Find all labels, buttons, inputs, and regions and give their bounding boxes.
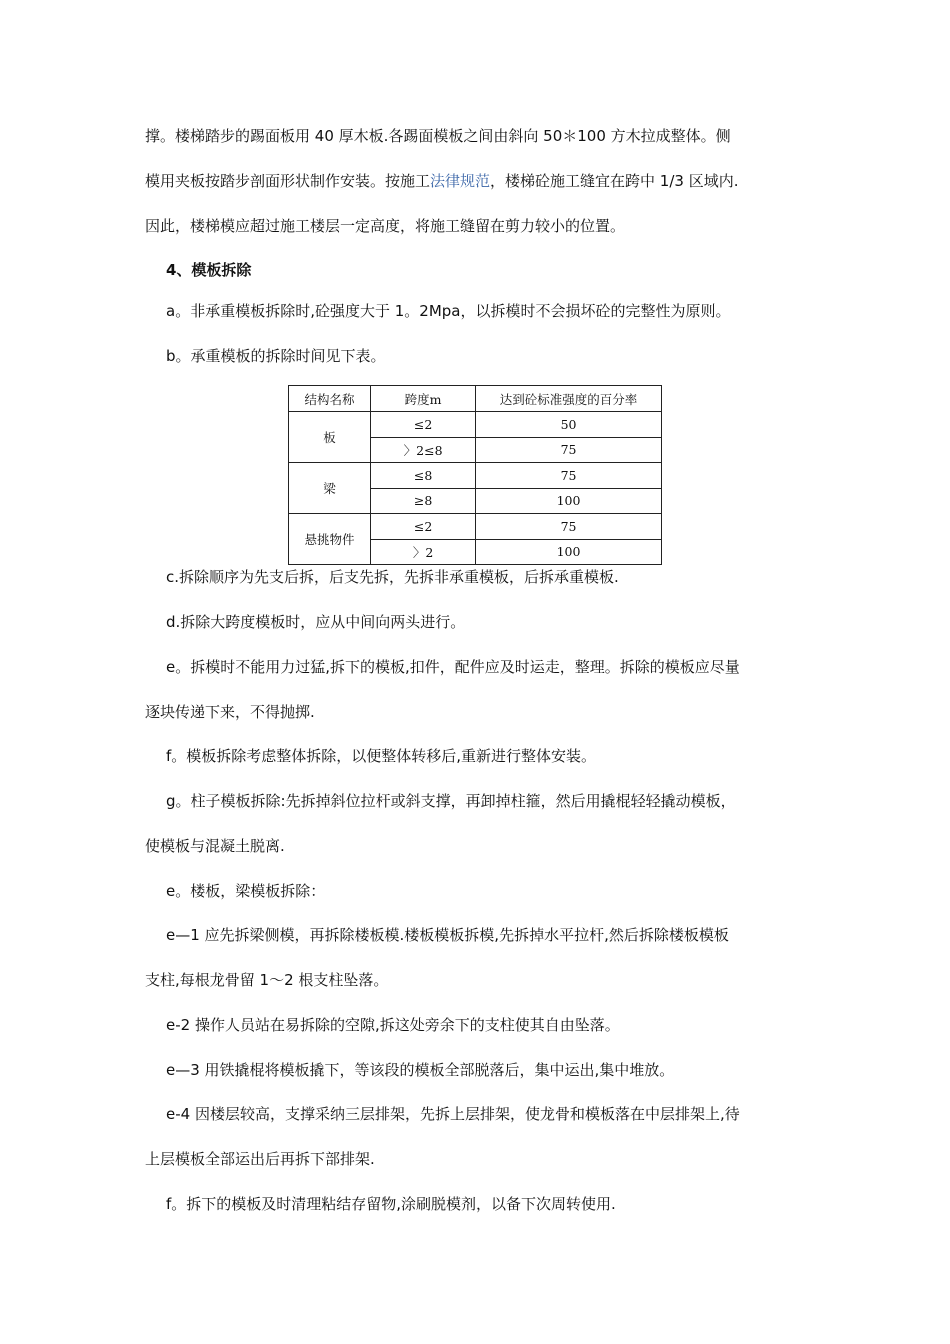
paragraph-line: e—3 用铁撬棍将模板撬下，等该段的模板全部脱落后，集中运出,集中堆放。	[166, 1061, 675, 1079]
paragraph-line: 使模板与混凝土脱离.	[145, 837, 285, 855]
table-cell-span: ≤8	[371, 463, 476, 489]
paragraph-line: c.拆除顺序为先支后拆，后支先拆，先拆非承重模板，后拆承重模板.	[166, 568, 619, 586]
paragraph-line: e-2 操作人员站在易拆除的空隙,拆这处旁余下的支柱使其自由坠落。	[166, 1016, 620, 1034]
table-header-structure: 结构名称	[289, 386, 371, 412]
table-cell-percent: 75	[476, 514, 662, 540]
paragraph-line	[145, 171, 738, 191]
table-cell-span: 〉2≤8	[371, 437, 476, 463]
table-header-span: 跨度m	[371, 386, 476, 412]
paragraph-line: e。拆模时不能用力过猛,拆下的模板,扣件，配件应及时运走，整理。拆除的模板应尽量	[166, 658, 740, 676]
paragraph-line: 逐块传递下来，不得抛掷.	[145, 703, 315, 721]
table-cell-span: ≥8	[371, 488, 476, 514]
paragraph-text: 模用夹板按踏步剖面形状制作安装。按施工	[145, 172, 431, 190]
paragraph-line: e—1 应先拆梁侧模，再拆除楼板模.楼板模板拆模,先拆掉水平拉杆,然后拆除楼板模板	[166, 926, 729, 944]
paragraph-line: g。柱子模板拆除:先拆掉斜位拉杆或斜支撑，再卸掉柱箍，然后用撬棍轻轻撬动模板，	[166, 792, 736, 810]
paragraph-line: d.拆除大跨度模板时，应从中间向两头进行。	[166, 613, 466, 631]
table-cell-span: 〉2	[371, 539, 476, 565]
table-cell-percent: 75	[476, 463, 662, 489]
table-cell-percent: 100	[476, 539, 662, 565]
paragraph-line: e-4 因楼层较高，支撑采纳三层排架，先拆上层排架，使龙骨和模板落在中层排架上,待	[166, 1105, 740, 1123]
table-header-row	[289, 386, 662, 412]
paragraph-line: 撑。楼梯踏步的踢面板用 40 厚木板.各踢面模板之间由斜向 50＊100 方木拉成整体。侧	[145, 127, 731, 145]
table-cell-percent: 50	[476, 412, 662, 438]
regulation-link[interactable]: 法律规范	[430, 172, 491, 190]
table-row	[289, 514, 662, 540]
paragraph-line: e。楼板，梁模板拆除：	[166, 882, 326, 900]
paragraph-line: 上层模板全部运出后再拆下部排架.	[145, 1150, 375, 1168]
table-cell-span: ≤2	[371, 412, 476, 438]
paragraph-text: ，楼梯砼施工缝宜在跨中 1/3 区域内.	[490, 172, 739, 190]
table-cell-structure: 梁	[289, 463, 371, 514]
section-heading: 4、模板拆除	[166, 261, 252, 279]
paragraph-line: f。拆下的模板及时清理粘结存留物,涂刷脱模剂，以备下次周转使用.	[166, 1195, 616, 1213]
table-header-percent: 达到砼标准强度的百分率	[476, 386, 662, 412]
table-row	[289, 412, 662, 438]
table-cell-span: ≤2	[371, 514, 476, 540]
paragraph-line: 因此，楼梯模应超过施工楼层一定高度，将施工缝留在剪力较小的位置。	[145, 217, 626, 235]
table-row	[289, 463, 662, 489]
table-cell-structure: 悬挑物件	[289, 514, 371, 565]
paragraph-line: b。承重模板的拆除时间见下表。	[166, 347, 386, 365]
table-cell-percent: 100	[476, 488, 662, 514]
formwork-removal-table	[288, 385, 662, 565]
paragraph-line: 支柱,每根龙骨留 1～2 根支柱坠落。	[145, 971, 389, 989]
paragraph-line: f。模板拆除考虑整体拆除，以便整体转移后,重新进行整体安装。	[166, 747, 597, 765]
table-cell-percent: 75	[476, 437, 662, 463]
table-cell-structure: 板	[289, 412, 371, 463]
paragraph-line: a。非承重模板拆除时,砼强度大于 1。2Mpa，以拆模时不会损坏砼的完整性为原则。	[166, 302, 731, 320]
